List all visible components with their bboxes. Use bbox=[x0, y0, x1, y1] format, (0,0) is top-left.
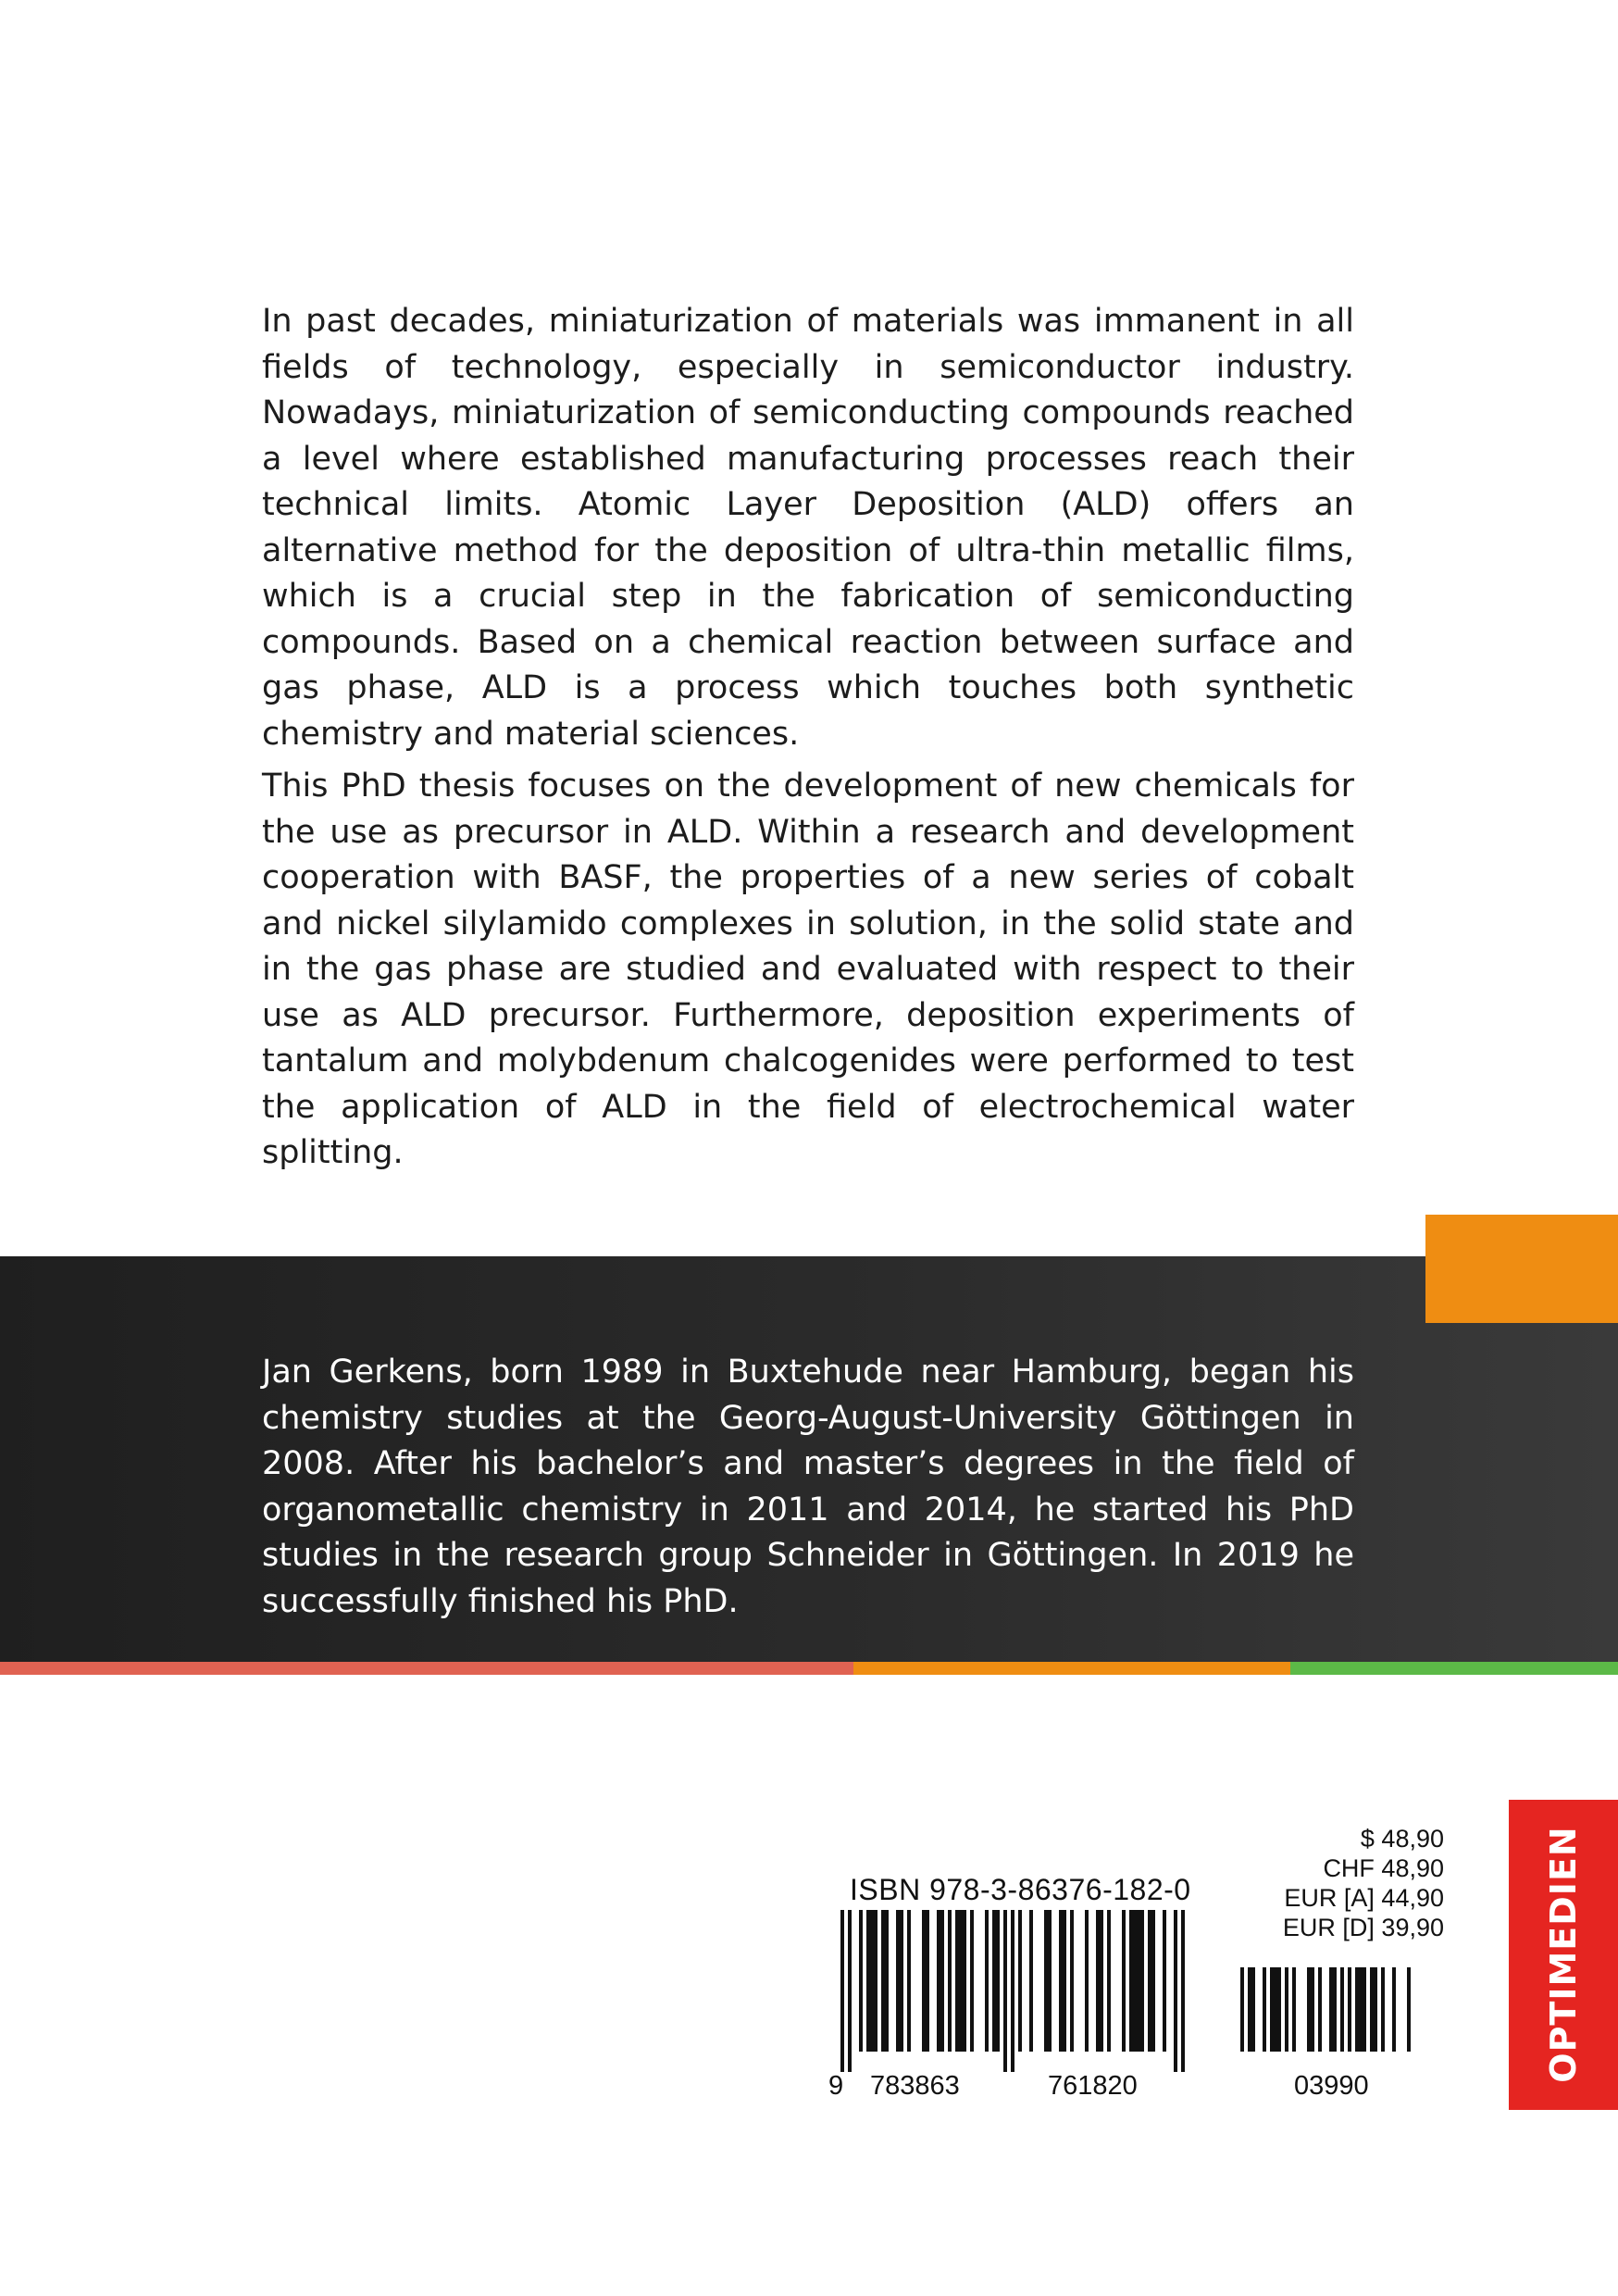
barcode-bar bbox=[1070, 1910, 1074, 2052]
barcode-bar bbox=[970, 1910, 974, 2052]
barcode-bar bbox=[1029, 1910, 1033, 2052]
barcode-digit-group-1: 783863 bbox=[870, 2071, 960, 2101]
barcode-bar bbox=[840, 1910, 844, 2072]
barcode-bar bbox=[1085, 1910, 1089, 2052]
barcode-bar bbox=[1122, 1910, 1126, 2052]
price-eur-d: EUR [D] 39,90 bbox=[1282, 1914, 1444, 1941]
barcode-bar bbox=[1407, 1967, 1411, 2052]
color-stripe-orange bbox=[853, 1662, 1290, 1675]
barcode-bar bbox=[922, 1910, 929, 2052]
publisher-logo bbox=[1509, 1800, 1618, 2110]
blurb-paragraph-2: This PhD thesis focuses on the development of new chemicals for the use as precursor in ALD. Within a research and development cooperation with BASF, the properties of a new series of cobalt and nickel silylamido complexes in solution, in the solid state and in the gas phase are studied and evaluated with respect to their use as ALD precursor. Furthermore, deposition experiments of tantalum and molybdenum chalcogenides were performed to test the application of ALD in the field of electrochemical water splitting. bbox=[262, 767, 1354, 1171]
author-bio: Jan Gerkens, born 1989 in Buxtehude near Hamburg, began his chemistry studies at the Georg-August-University Göttingen in 2008. After his bachelor’s and master’s degrees in the field of organometallic chemistry in 2011 and 2014, he started his PhD studies in the research group Schneider in Göttingen. In 2019 he successfully finished his PhD. bbox=[262, 1354, 1354, 1620]
barcode-bar bbox=[1285, 1967, 1288, 2052]
barcode-block bbox=[828, 1815, 1444, 2111]
barcode-bar bbox=[1270, 1967, 1281, 2052]
barcode-digit-group-2: 761820 bbox=[1048, 2071, 1138, 2101]
barcode-bar bbox=[881, 1910, 889, 2052]
barcode-bar bbox=[1107, 1910, 1111, 2052]
price-usd: $ 48,90 bbox=[1360, 1825, 1444, 1853]
barcode-bar bbox=[1148, 1910, 1155, 2052]
barcode-addon-digits: 03990 bbox=[1294, 2071, 1369, 2101]
barcode-bar bbox=[1307, 1967, 1314, 2052]
barcode-bar bbox=[955, 1910, 966, 2052]
barcode-first-digit: 9 bbox=[828, 2071, 844, 2101]
barcode-bar bbox=[948, 1910, 952, 2052]
barcode-bar bbox=[1340, 1967, 1344, 2052]
barcode-bar bbox=[1355, 1967, 1366, 2052]
barcode-bar bbox=[1163, 1910, 1166, 2052]
barcode-bar bbox=[907, 1910, 911, 2052]
barcode-bar bbox=[1263, 1967, 1266, 2052]
barcode-bar bbox=[1370, 1967, 1377, 2052]
barcode-bar bbox=[1329, 1967, 1337, 2052]
barcode-bar bbox=[1018, 1910, 1022, 2052]
barcode-bar bbox=[1318, 1967, 1322, 2052]
price-chf: CHF 48,90 bbox=[1323, 1854, 1444, 1882]
barcode-bar bbox=[1381, 1967, 1385, 2052]
barcode-bar bbox=[896, 1910, 903, 2052]
barcode-bar bbox=[1044, 1910, 1052, 2052]
barcode-bar bbox=[1181, 1910, 1185, 2072]
barcode-bar bbox=[866, 1910, 877, 2052]
barcode-bar bbox=[1129, 1910, 1144, 2052]
barcode-bar bbox=[859, 1910, 863, 2052]
orange-accent-tab bbox=[1425, 1215, 1618, 1323]
blurb-paragraph-1: In past decades, miniaturization of materials was immanent in all fields of technology, especially in semiconductor industry. Nowadays, miniaturization of semiconducting compounds reached a level where established manufacturing processes reach their technical limits. Atomic Layer Deposition (ALD) offers an alternative method for the deposition of ultra-thin metallic films, which is a crucial step in the fabrication of semiconducting compounds. Based on a chemical reaction between surface and gas phase, ALD is a process which touches both synthetic chemistry and material sciences. bbox=[262, 303, 1354, 753]
barcode-bar bbox=[1174, 1910, 1177, 2072]
barcode-bar bbox=[1096, 1910, 1103, 2052]
barcode-bar bbox=[937, 1910, 944, 2052]
barcode-bar bbox=[1240, 1967, 1244, 2052]
barcode-bar bbox=[848, 1910, 852, 2072]
barcode-bar bbox=[985, 1910, 989, 2052]
barcode-bar bbox=[1392, 1967, 1396, 2052]
addon-barcode bbox=[1240, 1967, 1425, 2072]
price-eur-a: EUR [A] 44,90 bbox=[1284, 1884, 1444, 1912]
publisher-name: OPTIMEDIEN bbox=[1543, 1826, 1584, 2083]
ean-barcode bbox=[840, 1910, 1218, 2072]
price-list bbox=[1217, 1824, 1444, 1942]
barcode-bar bbox=[1003, 1910, 1007, 2072]
barcode-bar bbox=[1011, 1910, 1014, 2072]
barcode-bar bbox=[1292, 1967, 1296, 2052]
barcode-bar bbox=[992, 1910, 1000, 2052]
color-stripe-red bbox=[0, 1662, 853, 1675]
color-stripe-green bbox=[1290, 1662, 1618, 1675]
barcode-bar bbox=[1248, 1967, 1255, 2052]
barcode-bar bbox=[1059, 1910, 1066, 2052]
barcode-bar bbox=[1348, 1967, 1351, 2052]
isbn-label: ISBN 978-3-86376-182-0 bbox=[850, 1873, 1191, 1906]
